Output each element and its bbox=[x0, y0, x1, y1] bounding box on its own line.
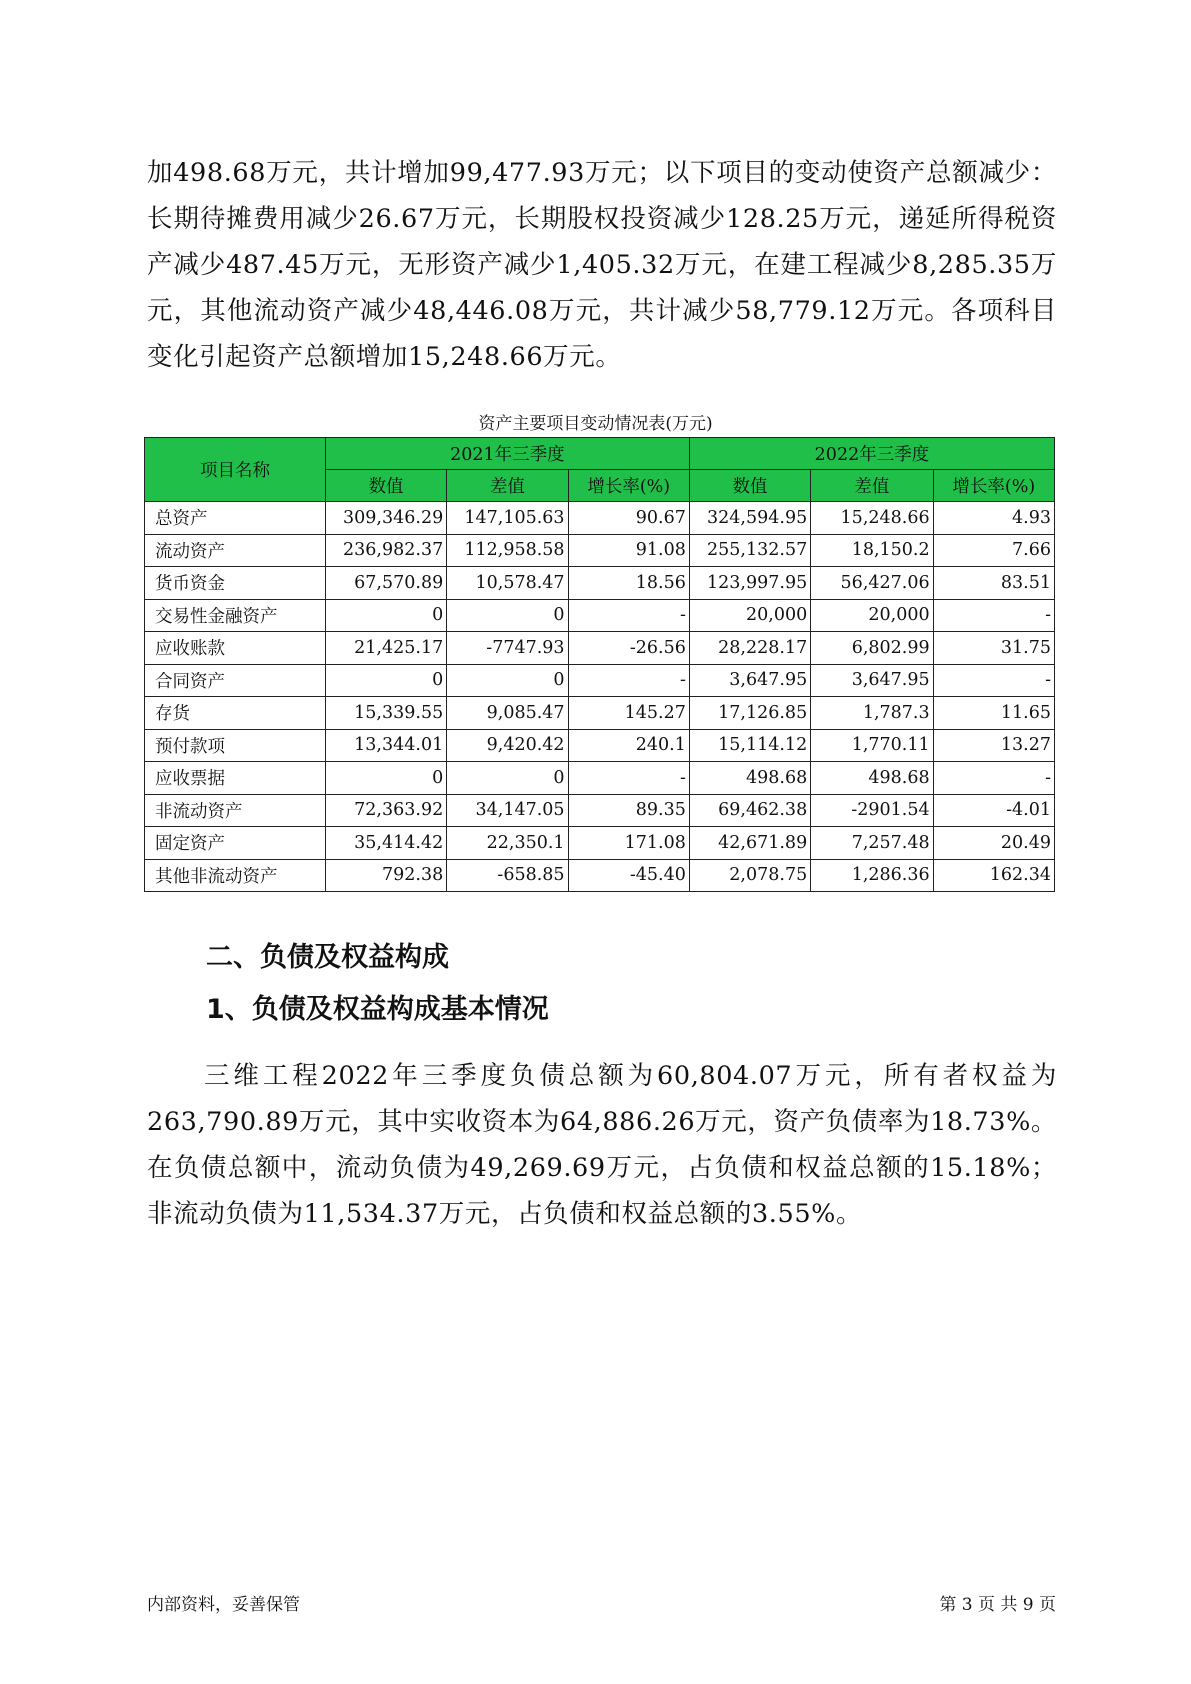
diff-2022-cell: 20,000 bbox=[811, 599, 933, 632]
diff-2022-cell: -2901.54 bbox=[811, 794, 933, 827]
value-2022-cell: 28,228.17 bbox=[689, 632, 810, 665]
value-2021-cell: 236,982.37 bbox=[325, 534, 446, 567]
value-2021-cell: 309,346.29 bbox=[325, 502, 446, 535]
value-2022-cell: 69,462.38 bbox=[689, 794, 810, 827]
growth-2021-cell: 91.08 bbox=[568, 534, 689, 567]
diff-2021-cell: 112,958.58 bbox=[447, 534, 568, 567]
value-2021-cell: 35,414.42 bbox=[325, 827, 446, 860]
value-2021-cell: 13,344.01 bbox=[325, 729, 446, 762]
assets-change-table bbox=[144, 437, 1055, 892]
growth-2021-cell: -45.40 bbox=[568, 859, 689, 892]
table-caption: 资产主要项目变动情况表(万元) bbox=[478, 414, 713, 434]
value-2021-cell: 792.38 bbox=[325, 859, 446, 892]
growth-2021-cell: -26.56 bbox=[568, 632, 689, 665]
diff-2021-cell: 22,350.1 bbox=[447, 827, 568, 860]
row-name-cell: 固定资产 bbox=[145, 827, 326, 860]
row-name-cell: 非流动资产 bbox=[145, 794, 326, 827]
table-row bbox=[145, 762, 1055, 795]
growth-2022-cell: 4.93 bbox=[933, 502, 1054, 535]
row-name-cell: 总资产 bbox=[145, 502, 326, 535]
growth-2022-cell: 11.65 bbox=[933, 697, 1054, 730]
diff-2022-cell: 1,770.11 bbox=[811, 729, 933, 762]
row-name-cell: 交易性金融资产 bbox=[145, 599, 326, 632]
growth-2021-cell: - bbox=[568, 599, 689, 632]
diff-2021-cell: 34,147.05 bbox=[447, 794, 568, 827]
diff-2022-cell: 15,248.66 bbox=[811, 502, 933, 535]
table-row bbox=[145, 534, 1055, 567]
value-2022-cell: 255,132.57 bbox=[689, 534, 810, 567]
growth-2022-cell: - bbox=[933, 762, 1054, 795]
value-2022-cell: 20,000 bbox=[689, 599, 810, 632]
growth-2021-cell: 240.1 bbox=[568, 729, 689, 762]
table-row bbox=[145, 567, 1055, 600]
growth-2021-cell: 90.67 bbox=[568, 502, 689, 535]
header-value-2022: 数值 bbox=[689, 470, 810, 502]
row-name-cell: 货币资金 bbox=[145, 567, 326, 600]
diff-2022-cell: 3,647.95 bbox=[811, 664, 933, 697]
header-period-2021: 2021年三季度 bbox=[325, 438, 689, 470]
value-2022-cell: 324,594.95 bbox=[689, 502, 810, 535]
header-growth-2022: 增长率(%) bbox=[933, 470, 1054, 502]
diff-2021-cell: 0 bbox=[447, 599, 568, 632]
header-value-2021: 数值 bbox=[325, 470, 446, 502]
subsection-heading: 1、负债及权益构成基本情况 bbox=[206, 994, 549, 1025]
growth-2022-cell: 162.34 bbox=[933, 859, 1054, 892]
growth-2021-cell: 18.56 bbox=[568, 567, 689, 600]
footer-page-info: 第 3 页 共 9 页 bbox=[939, 1595, 1056, 1615]
diff-2021-cell: 9,085.47 bbox=[447, 697, 568, 730]
growth-2022-cell: 13.27 bbox=[933, 729, 1054, 762]
growth-2021-cell: 145.27 bbox=[568, 697, 689, 730]
row-name-cell: 合同资产 bbox=[145, 664, 326, 697]
diff-2021-cell: 0 bbox=[447, 762, 568, 795]
diff-2022-cell: 7,257.48 bbox=[811, 827, 933, 860]
row-name-cell: 应收账款 bbox=[145, 632, 326, 665]
growth-2021-cell: 171.08 bbox=[568, 827, 689, 860]
header-diff-2021: 差值 bbox=[447, 470, 568, 502]
header-diff-2022: 差值 bbox=[811, 470, 933, 502]
value-2022-cell: 498.68 bbox=[689, 762, 810, 795]
table-row bbox=[145, 664, 1055, 697]
diff-2022-cell: 56,427.06 bbox=[811, 567, 933, 600]
diff-2021-cell: 0 bbox=[447, 664, 568, 697]
intro-paragraph: 加498.68万元，共计增加99,477.93万元；以下项目的变动使资产总额减少：长期待摊费用减少26.67万元，长期股权投资减少128.25万元，递延所得税资产减少487.45万元，无形资产减少1,405.32万元，在建工程减少8,285.35万元，其他流动资产减少48,446.08万元，共计减少58,779.12万元。各项科目变化引起资产总额增加15,248.66万元。 bbox=[147, 158, 1057, 372]
value-2022-cell: 2,078.75 bbox=[689, 859, 810, 892]
table-row bbox=[145, 599, 1055, 632]
value-2021-cell: 67,570.89 bbox=[325, 567, 446, 600]
row-name-cell: 其他非流动资产 bbox=[145, 859, 326, 892]
table-row bbox=[145, 794, 1055, 827]
growth-2022-cell: - bbox=[933, 599, 1054, 632]
diff-2022-cell: 1,787.3 bbox=[811, 697, 933, 730]
header-period-2022: 2022年三季度 bbox=[689, 438, 1054, 470]
row-name-cell: 存货 bbox=[145, 697, 326, 730]
growth-2021-cell: - bbox=[568, 762, 689, 795]
diff-2021-cell: 147,105.63 bbox=[447, 502, 568, 535]
diff-2021-cell: 9,420.42 bbox=[447, 729, 568, 762]
table-row bbox=[145, 729, 1055, 762]
value-2021-cell: 0 bbox=[325, 762, 446, 795]
header-growth-2021: 增长率(%) bbox=[568, 470, 689, 502]
table-row bbox=[145, 827, 1055, 860]
header-item-name: 项目名称 bbox=[145, 438, 326, 502]
value-2022-cell: 123,997.95 bbox=[689, 567, 810, 600]
value-2021-cell: 15,339.55 bbox=[325, 697, 446, 730]
value-2021-cell: 0 bbox=[325, 599, 446, 632]
value-2021-cell: 0 bbox=[325, 664, 446, 697]
row-name-cell: 预付款项 bbox=[145, 729, 326, 762]
value-2022-cell: 3,647.95 bbox=[689, 664, 810, 697]
value-2022-cell: 17,126.85 bbox=[689, 697, 810, 730]
growth-2022-cell: 7.66 bbox=[933, 534, 1054, 567]
growth-2022-cell: - bbox=[933, 664, 1054, 697]
table-row bbox=[145, 697, 1055, 730]
growth-2021-cell: 89.35 bbox=[568, 794, 689, 827]
growth-2022-cell: -4.01 bbox=[933, 794, 1054, 827]
growth-2022-cell: 83.51 bbox=[933, 567, 1054, 600]
value-2021-cell: 72,363.92 bbox=[325, 794, 446, 827]
table-row bbox=[145, 502, 1055, 535]
diff-2022-cell: 6,802.99 bbox=[811, 632, 933, 665]
section-heading: 二、负债及权益构成 bbox=[206, 942, 449, 973]
value-2022-cell: 42,671.89 bbox=[689, 827, 810, 860]
growth-2022-cell: 20.49 bbox=[933, 827, 1054, 860]
growth-2022-cell: 31.75 bbox=[933, 632, 1054, 665]
table-row bbox=[145, 632, 1055, 665]
diff-2021-cell: 10,578.47 bbox=[447, 567, 568, 600]
diff-2022-cell: 18,150.2 bbox=[811, 534, 933, 567]
value-2022-cell: 15,114.12 bbox=[689, 729, 810, 762]
row-name-cell: 流动资产 bbox=[145, 534, 326, 567]
body-paragraph: 三维工程2022年三季度负债总额为60,804.07万元，所有者权益为263,790.89万元，其中实收资本为64,886.26万元，资产负债率为18.73%。在负债总额中，流动负债为49,269.69万元，占负债和权益总额的15.18%；非流动负债为11,534.37万元，占负债和权益总额的3.55%。 bbox=[147, 1061, 1058, 1229]
diff-2021-cell: -7747.93 bbox=[447, 632, 568, 665]
growth-2021-cell: - bbox=[568, 664, 689, 697]
footer-confidential: 内部资料，妥善保管 bbox=[147, 1595, 300, 1615]
row-name-cell: 应收票据 bbox=[145, 762, 326, 795]
diff-2022-cell: 1,286.36 bbox=[811, 859, 933, 892]
diff-2022-cell: 498.68 bbox=[811, 762, 933, 795]
table-row bbox=[145, 859, 1055, 892]
value-2021-cell: 21,425.17 bbox=[325, 632, 446, 665]
diff-2021-cell: -658.85 bbox=[447, 859, 568, 892]
